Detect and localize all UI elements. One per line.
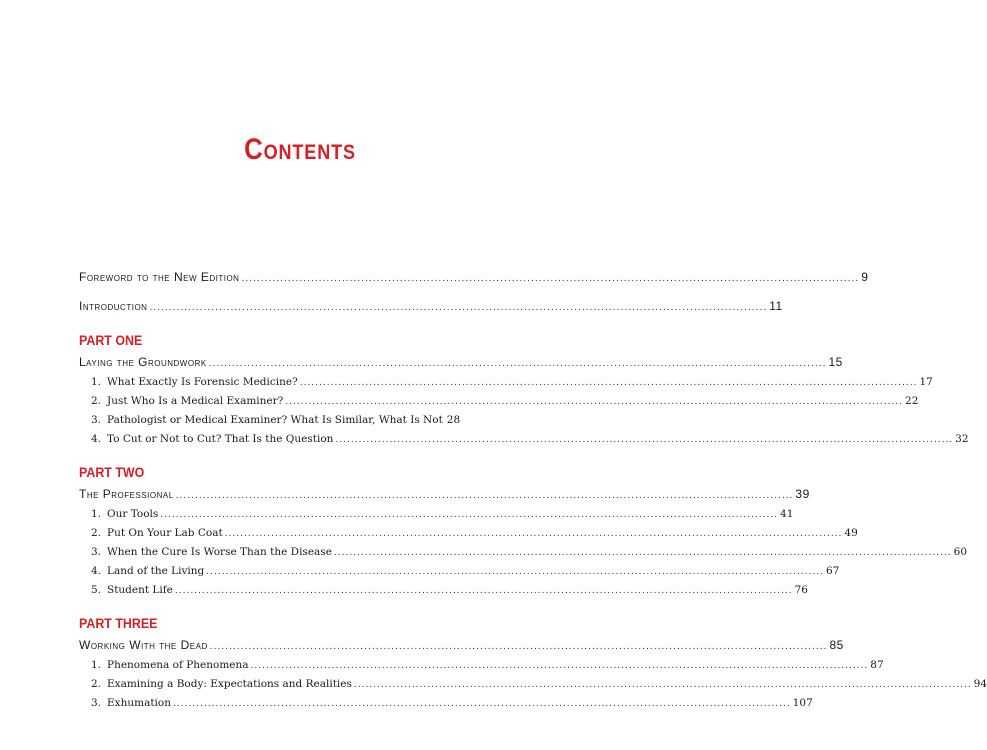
toc-entry-introduction[interactable] (79, 295, 783, 317)
chapter-title: Student Life (107, 584, 173, 596)
chapter-page: 107 (792, 697, 813, 709)
dot-leader (334, 544, 952, 563)
section-page: 15 (828, 355, 843, 369)
dot-leader (149, 297, 767, 319)
dot-leader (335, 431, 953, 450)
chapter-number: 4. (90, 433, 101, 445)
toc-entry-chapter[interactable] (79, 675, 987, 694)
section-title: Laying the Groundwork (79, 355, 207, 369)
chapter-title: What Exactly Is Forensic Medicine? (107, 376, 298, 388)
dot-leader (354, 676, 972, 695)
section-page: 39 (795, 487, 810, 501)
chapter-number: 3. (90, 546, 101, 558)
toc-entry-chapter[interactable] (79, 505, 794, 524)
chapter-number: 1. (90, 376, 101, 388)
chapter-title: Land of the Living (107, 565, 205, 577)
chapter-title: When the Cure Is Worse Than the Disease (107, 546, 332, 558)
toc-entry-chapter[interactable] (79, 430, 969, 449)
dot-leader (209, 353, 827, 375)
dot-leader (210, 636, 828, 658)
chapter-title: Pathologist or Medical Examiner? What Is Similar, What Is Not (107, 414, 443, 426)
toc-entry-chapter[interactable] (79, 543, 968, 562)
chapter-title: Exhumation (107, 697, 171, 709)
dot-leader (225, 525, 843, 544)
chapter-page: 32 (955, 433, 969, 445)
chapter-page: 49 (844, 527, 858, 539)
toc-entry-chapter[interactable] (79, 524, 858, 543)
chapter-number: 2. (90, 527, 101, 539)
chapter-number: 3. (90, 697, 101, 709)
section-title: Working With the Dead (79, 638, 208, 652)
toc-entry-page: 9 (861, 270, 869, 284)
dot-leader (176, 485, 794, 507)
chapter-title: Phenomena of Phenomena (107, 659, 249, 671)
page-title: Contents (244, 133, 356, 166)
dot-leader (160, 506, 778, 525)
part-heading: PART THREE (79, 616, 158, 631)
toc-entry-section[interactable] (79, 351, 843, 373)
chapter-page: 17 (919, 376, 933, 388)
toc-entry-chapter[interactable] (79, 581, 808, 600)
table-of-contents (79, 266, 987, 713)
toc-entry-chapter[interactable] (79, 656, 884, 675)
dot-leader (175, 582, 793, 601)
chapter-number: 1. (90, 659, 101, 671)
toc-entry-chapter[interactable] (79, 694, 813, 713)
toc-entry-page: 11 (769, 299, 783, 313)
toc-entry-label: Introduction (79, 299, 148, 313)
chapter-page: 41 (780, 508, 794, 520)
chapter-page: 87 (870, 659, 884, 671)
chapter-title: Put On Your Lab Coat (107, 527, 223, 539)
chapter-page: 22 (905, 395, 919, 407)
chapter-number: 4. (90, 565, 101, 577)
toc-entry-section[interactable] (79, 634, 844, 656)
chapter-page: 28 (446, 414, 461, 426)
dot-leader (285, 393, 903, 412)
toc-entry-foreword[interactable] (79, 266, 869, 288)
part-heading: PART ONE (79, 333, 143, 348)
dot-leader (251, 657, 869, 676)
section-title: The Professional (79, 487, 174, 501)
chapter-number: 2. (90, 678, 101, 690)
chapter-number: 3. (90, 414, 101, 426)
chapter-page: 60 (953, 546, 968, 558)
chapter-title: Just Who Is a Medical Examiner? (107, 395, 284, 407)
chapter-title: Examining a Body: Expectations and Realities (107, 678, 352, 690)
chapter-page: 76 (794, 584, 808, 596)
chapter-page: 94 (973, 678, 987, 690)
toc-entry-chapter[interactable] (79, 373, 933, 392)
chapter-page: 67 (825, 565, 840, 577)
dot-leader (206, 563, 824, 582)
chapter-title: To Cut or Not to Cut? That Is the Question (107, 433, 334, 445)
dot-leader (300, 374, 918, 393)
chapter-number: 5. (90, 584, 101, 596)
toc-entry-chapter[interactable] (79, 392, 919, 411)
chapter-number: 2. (90, 395, 101, 407)
toc-entry-chapter[interactable] (79, 562, 840, 581)
dot-leader (173, 695, 791, 714)
section-page: 85 (829, 638, 844, 652)
part-heading: PART TWO (79, 465, 145, 480)
chapter-title: Our Tools (107, 508, 159, 520)
chapter-number: 1. (90, 508, 101, 520)
dot-leader (241, 268, 859, 290)
toc-entry-section[interactable] (79, 483, 810, 505)
toc-entry-label: Foreword to the New Edition (79, 270, 240, 284)
toc-entry-chapter[interactable] (79, 411, 461, 430)
